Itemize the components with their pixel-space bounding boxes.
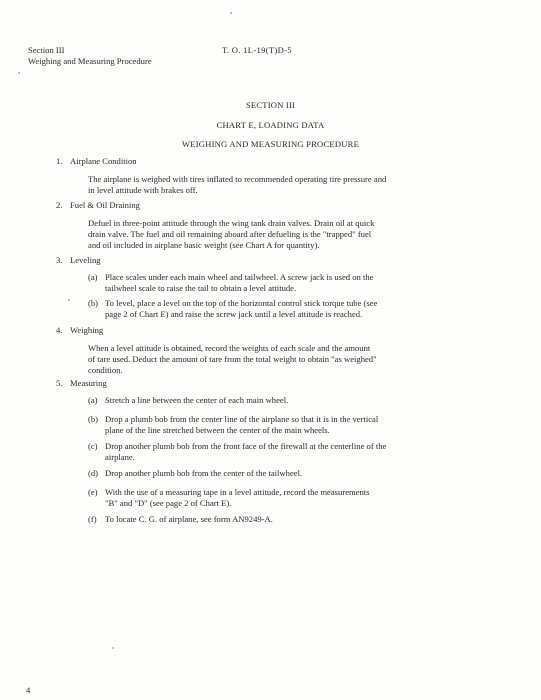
sub-step-marker: (b) — [88, 414, 99, 424]
paragraph-line: When a level attitude is obtained, record the weights of each scale and the amount — [88, 343, 371, 353]
sub-step-line: Drop another plumb bob from the center of the tailwheel. — [105, 468, 303, 478]
running-header-left — [28, 45, 208, 67]
step-title: Leveling — [70, 255, 101, 265]
sub-step-line: Place scales under each main wheel and tailwheel. A screw jack is used on the — [105, 272, 374, 282]
procedure-title: WEIGHING AND MEASURING PROCEDURE — [181, 139, 360, 149]
step-title: Fuel & Oil Draining — [70, 200, 140, 210]
sub-step-marker: (d) — [88, 468, 99, 478]
step-heading-fuel-oil-draining — [56, 200, 140, 211]
sub-step-marker: (c) — [88, 441, 98, 451]
sub-step-marker: (e) — [88, 487, 98, 497]
sub-step-marker: (a) — [88, 395, 98, 405]
sub-step-line: To locate C. G. of airplane, see form AN9249-A. — [105, 514, 273, 524]
step-heading-leveling — [56, 255, 101, 266]
paragraph-line: condition. — [88, 365, 123, 375]
sub-step-line: plane of the line stretched between the center of the main wheels. — [105, 425, 330, 435]
sub-step-line: Drop another plumb bob from the front face of the firewall at the centerline of the — [105, 441, 387, 451]
header-subtitle: Weighing and Measuring Procedure — [28, 56, 152, 66]
paragraph-line: drain valve. The fuel and oil remaining aboard after defueling is the "trapped" fuel — [88, 229, 372, 239]
sub-step-line: With the use of a measuring tape in a level attitude, record the measurements — [105, 487, 370, 497]
header-section: Section III — [28, 45, 65, 55]
step-paragraph — [88, 174, 508, 196]
step-paragraph — [88, 343, 508, 376]
sub-step-line: tailwheel scale to raise the tail to obtain a level attitude. — [105, 283, 297, 293]
step-heading-airplane-condition — [56, 156, 137, 167]
sub-step-line: page 2 of Chart E) and raise the screw jack until a level attitude is reached. — [105, 309, 363, 319]
paragraph-line: of tare used. Deduct the amount of tare from the total weight to obtain "as weighed" — [88, 354, 377, 364]
step-number: 4. — [56, 325, 63, 335]
step-title: Weighing — [70, 325, 104, 335]
step-number: 2. — [56, 200, 63, 210]
sub-step-marker: (a) — [88, 272, 98, 282]
sub-step-line: Drop a plumb bob from the center line of the airplane so that it is in the vertical — [105, 414, 379, 424]
scan-speck — [68, 299, 70, 301]
sub-step-marker: (b) — [88, 298, 99, 308]
step-heading-measuring — [56, 378, 107, 389]
sub-step-line: airplane. — [105, 452, 135, 462]
sub-step-line: "B" and "D" (see page 2 of Chart E). — [105, 498, 232, 508]
step-number: 3. — [56, 255, 63, 265]
step-number: 5. — [56, 378, 63, 388]
scan-speck — [230, 12, 232, 14]
step-title: Measuring — [70, 378, 107, 388]
step-title: Airplane Condition — [70, 156, 137, 166]
paragraph-line: and oil included in airplane basic weight (see Chart A for quantity). — [88, 240, 320, 250]
sub-step-line: Stretch a line between the center of each main wheel. — [105, 395, 289, 405]
step-paragraph — [88, 218, 508, 251]
sub-step-marker: (f) — [88, 514, 97, 524]
step-heading-weighing — [56, 325, 103, 336]
section-title: SECTION III — [245, 100, 296, 110]
page-number: 4 — [26, 685, 31, 695]
paragraph-line: in level attitude with brakes off. — [88, 185, 198, 195]
chart-title: CHART E, LOADING DATA — [216, 120, 325, 130]
paragraph-line: The airplane is weighed with tires inflated to recommended operating tire pressure and — [88, 174, 387, 184]
header-to-number: T. O. 1L-19(T)D-5 — [222, 45, 292, 55]
sub-step-line: To level, place a level on the top of the horizontal control stick torque tube (see — [105, 298, 378, 308]
paragraph-line: Defuel in three-point attitude through the wing tank drain valves. Drain oil at quick — [88, 218, 375, 228]
scan-speck — [18, 72, 20, 74]
step-number: 1. — [56, 156, 63, 166]
scan-speck — [112, 647, 114, 649]
